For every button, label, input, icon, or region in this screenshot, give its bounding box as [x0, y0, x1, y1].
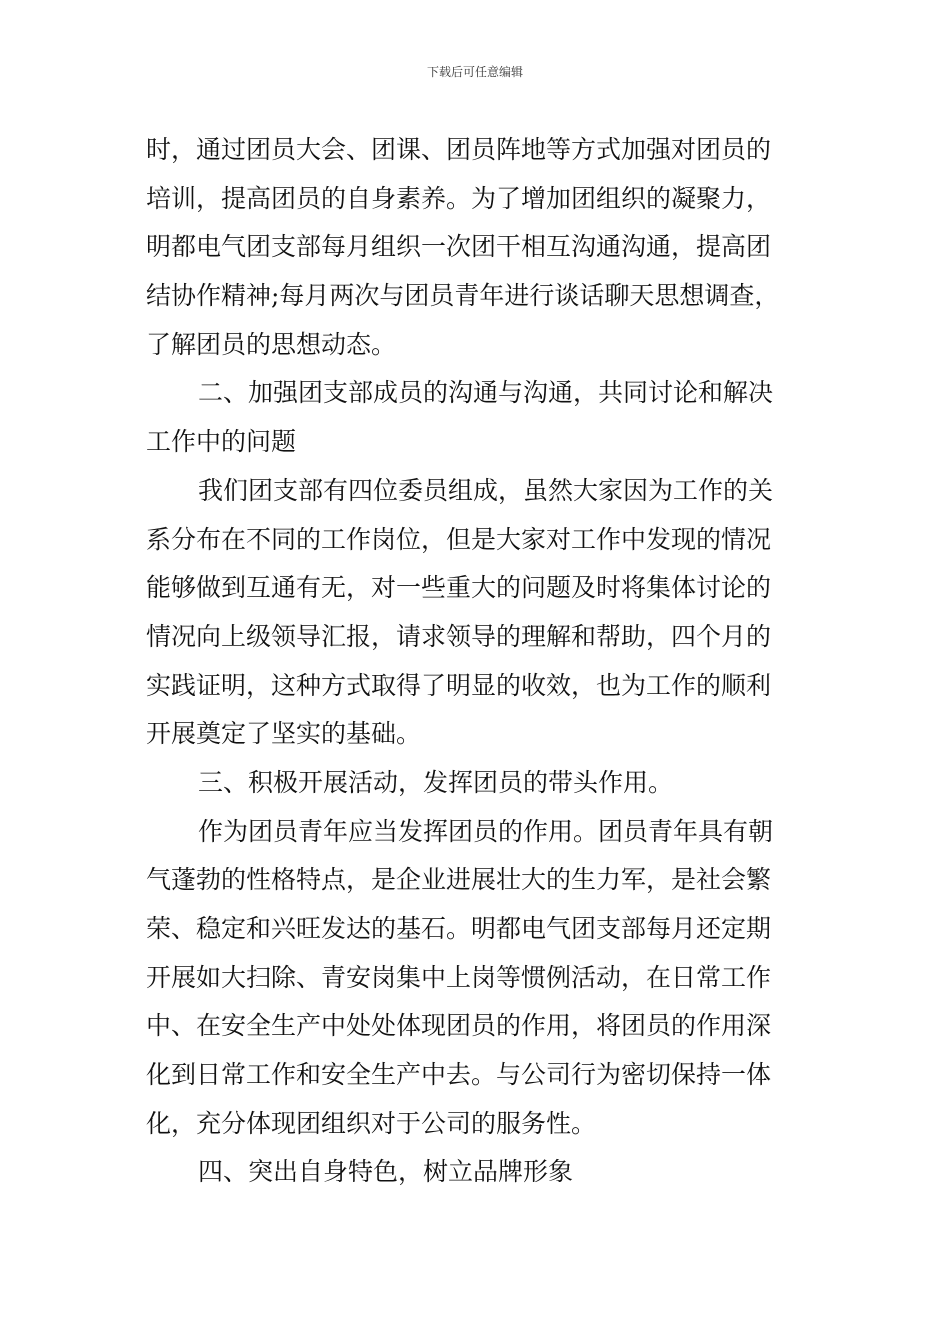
paragraph	[146, 126, 806, 369]
text-line: 开展如大扫除、青安岗集中上岗等惯例活动，在日常工作	[146, 962, 772, 992]
text-line: 情况向上级领导汇报，请求领导的理解和帮助，四个月的	[146, 621, 772, 651]
section-heading	[146, 1148, 806, 1197]
text-line: 化，充分体现团组织对于公司的服务性。	[146, 1108, 597, 1138]
text-line: 明都电气团支部每月组织一次团干相互沟通沟通，提高团	[146, 232, 772, 262]
text-line: 气蓬勃的性格特点，是企业进展壮大的生力军，是社会繁	[146, 865, 772, 895]
text-line: 工作中的问题	[146, 427, 297, 457]
text-line: 能够做到互通有无，对一些重大的问题及时将集体讨论的	[146, 573, 772, 603]
section-heading	[146, 369, 806, 466]
paragraph	[146, 808, 806, 1149]
text-line: 中、在安全生产中处处体现团员的作用，将团员的作用深	[146, 1011, 772, 1041]
text-line: 实践证明，这种方式取得了明显的收效，也为工作的顺利	[146, 670, 772, 700]
section-heading	[146, 759, 806, 808]
text-line: 作为团员青年应当发挥团员的作用。团员青年具有朝	[198, 816, 774, 846]
text-line: 时，通过团员大会、团课、团员阵地等方式加强对团员的	[146, 135, 772, 164]
text-line: 荣、稳定和兴旺发达的基石。明都电气团支部每月还定期	[146, 914, 772, 943]
text-line: 开展奠定了坚实的基础。	[146, 719, 422, 749]
text-line: 我们团支部有四位委员组成，虽然大家因为工作的关	[198, 475, 774, 505]
page-header-note: 下载后可任意编辑	[426, 65, 523, 79]
text-line: 四、突出自身特色，树立品牌形象	[198, 1157, 574, 1187]
text-line: 系分布在不同的工作岗位，但是大家对工作中发现的情况	[146, 524, 772, 554]
text-line: 了解团员的思想动态。	[146, 329, 397, 359]
text-line: 结协作精神;每月两次与团员青年进行谈话聊天思想调查，	[146, 281, 780, 311]
text-line: 二、加强团支部成员的沟通与沟通，共同讨论和解决	[198, 378, 774, 408]
paragraph	[146, 467, 806, 759]
text-line: 化到日常工作和安全生产中去。与公司行为密切保持一体	[146, 1060, 772, 1090]
document-body	[146, 126, 806, 1197]
text-line: 三、积极开展活动，发挥团员的带头作用。	[198, 767, 674, 797]
text-line: 培训，提高团员的自身素养。为了增加团组织的凝聚力，	[146, 183, 772, 213]
